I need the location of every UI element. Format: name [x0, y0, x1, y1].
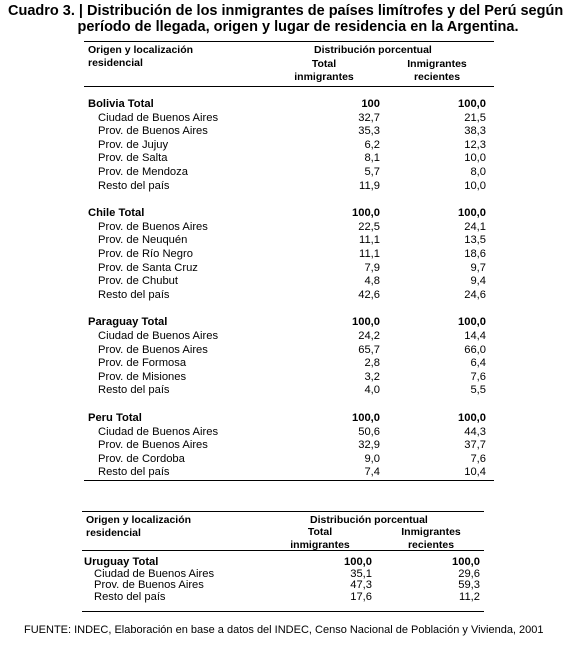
group-total-row [84, 98, 494, 112]
table-row [84, 453, 494, 467]
total-immigrants-value: 100,0 [352, 412, 380, 424]
recent-immigrants-value: 10,0 [464, 179, 486, 192]
total-immigrants-value: 6,2 [364, 138, 380, 151]
header2-origin: Origen y localización residencial [86, 514, 192, 539]
row-label: Prov. de Buenos Aires [94, 579, 204, 592]
total-immigrants-value: 47,3 [350, 579, 372, 592]
table-row [84, 439, 494, 453]
recent-immigrants-value: 24,6 [464, 288, 486, 301]
total-immigrants-value: 100,0 [352, 316, 380, 329]
table-row [84, 426, 494, 440]
table-row [84, 384, 494, 398]
header2-total: Total inmigrantes [290, 526, 350, 551]
header-origin: Origen y localización residencial [88, 44, 194, 69]
table-main [84, 38, 494, 484]
header-total: Total inmigrantes [294, 58, 354, 83]
table-row [84, 180, 494, 194]
table-uruguay [82, 508, 484, 616]
total-immigrants-value: 35,3 [358, 125, 380, 138]
group-total-row [84, 207, 494, 221]
row-label: Ciudad de Buenos Aires [94, 567, 215, 580]
source-note: FUENTE: INDEC, Elaboración en base a datos del INDEC, Censo Nacional de Población y Vivienda, 2001 [24, 624, 544, 636]
table-row [84, 152, 494, 166]
row-label: Prov. de Formosa [98, 357, 187, 370]
table-row [84, 234, 494, 248]
caption-line-1: Cuadro 3. | Distribución de los inmigrantes de países limítrofes y del Perú según [8, 3, 564, 19]
recent-immigrants-value: 8,0 [470, 166, 486, 178]
table-row [84, 112, 494, 126]
recent-immigrants-value: 10,0 [464, 152, 486, 165]
total-immigrants-value: 5,7 [364, 166, 380, 178]
row-label: Resto del país [98, 466, 170, 479]
table-row [84, 221, 494, 235]
total-immigrants-value: 32,9 [358, 439, 380, 452]
recent-immigrants-value: 6,4 [470, 357, 486, 370]
header-rule [84, 86, 494, 87]
row-label: Ciudad de Buenos Aires [98, 330, 219, 342]
table-caption [8, 3, 568, 35]
table-row [84, 371, 494, 385]
table-row [84, 262, 494, 276]
table-bottom-rule [84, 480, 494, 481]
table-row [84, 344, 494, 358]
row-label: Paraguay Total [88, 316, 168, 329]
recent-immigrants-value: 100,0 [458, 98, 486, 110]
row-label: Prov. de Chubut [98, 275, 179, 288]
row-label: Prov. de Río Negro [98, 248, 193, 260]
total-immigrants-value: 4,0 [364, 384, 380, 397]
group-total-row [84, 316, 494, 330]
header2-recent: Inmigrantes recientes [401, 526, 461, 551]
recent-immigrants-value: 100,0 [452, 556, 480, 568]
total-immigrants-value: 3,2 [364, 370, 380, 383]
row-label: Uruguay Total [84, 556, 159, 568]
table2-top-rule [82, 511, 484, 512]
header-group: Distribución porcentual [314, 44, 432, 56]
row-label: Bolivia Total [88, 98, 154, 110]
recent-immigrants-value: 18,6 [464, 248, 486, 260]
row-label: Resto del país [98, 179, 170, 192]
recent-immigrants-value: 13,5 [464, 234, 486, 247]
recent-immigrants-value: 38,3 [464, 125, 486, 138]
recent-immigrants-value: 100,0 [458, 316, 486, 329]
total-immigrants-value: 8,1 [364, 152, 380, 165]
total-immigrants-value: 32,7 [358, 111, 380, 124]
total-immigrants-value: 9,0 [364, 452, 380, 465]
recent-immigrants-value: 10,4 [464, 466, 486, 479]
total-immigrants-value: 2,8 [364, 357, 380, 370]
table-row [84, 275, 494, 289]
row-label: Prov. de Neuquén [98, 234, 188, 247]
total-immigrants-value: 50,6 [358, 425, 380, 438]
table-row [84, 289, 494, 303]
group-total-row [84, 412, 494, 426]
row-label: Prov. de Buenos Aires [98, 439, 208, 452]
row-label: Ciudad de Buenos Aires [98, 111, 219, 124]
row-label: Prov. de Buenos Aires [98, 220, 208, 233]
total-immigrants-value: 22,5 [358, 220, 380, 233]
recent-immigrants-value: 24,1 [464, 220, 486, 233]
recent-immigrants-value: 7,6 [470, 370, 486, 383]
recent-immigrants-value: 9,7 [470, 261, 486, 274]
recent-immigrants-value: 12,3 [464, 138, 486, 151]
table-row [84, 248, 494, 262]
total-immigrants-value: 7,4 [364, 466, 380, 479]
caption-line-2: período de llegada, origen y lugar de residencia en la Argentina. [77, 19, 519, 35]
row-label: Prov. de Cordoba [98, 452, 185, 465]
recent-immigrants-value: 5,5 [470, 384, 486, 397]
row-label: Resto del país [98, 384, 170, 397]
row-label: Peru Total [88, 412, 142, 424]
table-row [84, 139, 494, 153]
row-label: Resto del país [94, 590, 166, 603]
total-immigrants-value: 11,9 [359, 179, 380, 192]
header2-rule [82, 550, 484, 551]
recent-immigrants-value: 66,0 [464, 343, 486, 356]
table-row [84, 466, 494, 480]
total-immigrants-value: 65,7 [358, 343, 380, 356]
table-row [84, 357, 494, 371]
total-immigrants-value: 100 [361, 98, 380, 110]
recent-immigrants-value: 100,0 [458, 412, 486, 424]
recent-immigrants-value: 11,2 [459, 590, 480, 603]
table-row [84, 330, 494, 344]
row-label: Ciudad de Buenos Aires [98, 425, 219, 438]
row-label: Chile Total [88, 207, 145, 220]
row-label: Prov. de Mendoza [98, 166, 188, 178]
total-immigrants-value: 100,0 [344, 556, 372, 568]
header2-group: Distribución porcentual [310, 514, 428, 526]
row-label: Prov. de Buenos Aires [98, 343, 208, 356]
row-label: Prov. de Buenos Aires [98, 125, 208, 138]
total-immigrants-value: 17,6 [350, 590, 372, 603]
total-immigrants-value: 4,8 [364, 275, 380, 288]
total-immigrants-value: 24,2 [358, 330, 380, 342]
recent-immigrants-value: 21,5 [464, 111, 486, 124]
row-label: Prov. de Santa Cruz [98, 261, 198, 274]
header-recent: Inmigrantes recientes [407, 58, 467, 83]
table-top-rule [84, 41, 494, 42]
table-row [84, 166, 494, 180]
total-immigrants-value: 11,1 [359, 234, 380, 247]
table-row [82, 591, 484, 605]
recent-immigrants-value: 7,6 [470, 452, 486, 465]
total-immigrants-value: 35,1 [350, 567, 372, 580]
row-label: Resto del país [98, 288, 170, 301]
total-immigrants-value: 7,9 [364, 261, 380, 274]
recent-immigrants-value: 59,3 [458, 579, 480, 592]
recent-immigrants-value: 9,4 [470, 275, 486, 288]
recent-immigrants-value: 14,4 [464, 330, 486, 342]
recent-immigrants-value: 37,7 [464, 439, 486, 452]
recent-immigrants-value: 100,0 [458, 207, 486, 220]
row-label: Prov. de Salta [98, 152, 168, 165]
total-immigrants-value: 42,6 [358, 288, 380, 301]
row-label: Prov. de Misiones [98, 370, 187, 383]
recent-immigrants-value: 44,3 [464, 425, 486, 438]
table2-bottom-rule [82, 611, 484, 612]
total-immigrants-value: 11,1 [359, 248, 380, 260]
total-immigrants-value: 100,0 [352, 207, 380, 220]
recent-immigrants-value: 29,6 [458, 567, 480, 580]
table-row [84, 125, 494, 139]
row-label: Prov. de Jujuy [98, 138, 169, 151]
